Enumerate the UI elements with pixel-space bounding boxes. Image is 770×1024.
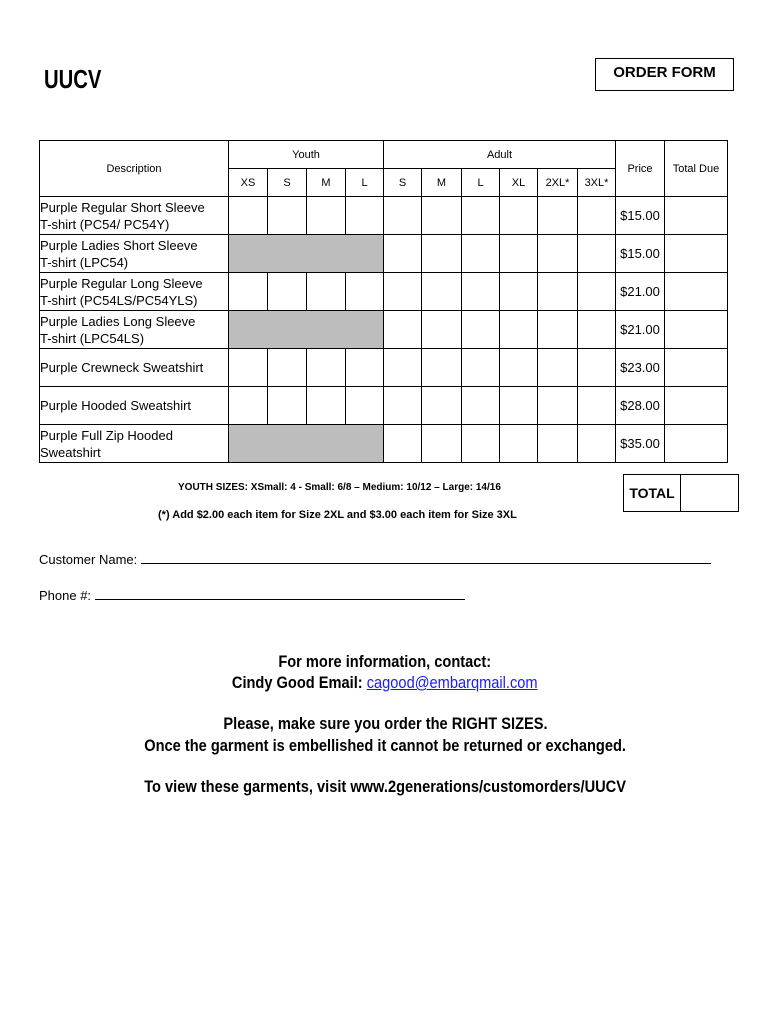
adult-quantity-cell[interactable] [578,311,616,349]
item-total-due-cell[interactable] [665,273,728,311]
adult-quantity-cell[interactable] [500,311,538,349]
item-description [40,311,229,349]
youth-unavailable-cell [229,311,384,349]
adult-quantity-cell[interactable] [500,273,538,311]
item-name-line1: Purple Crewneck Sweatshirt [40,360,204,375]
contact-name: Cindy Good Email: [232,673,367,692]
adult-quantity-cell[interactable] [578,387,616,425]
adult-quantity-cell[interactable] [422,197,462,235]
adult-quantity-cell[interactable] [422,425,462,463]
order-table [39,140,728,463]
contact-info [0,652,770,672]
item-name-line2: T-shirt (LPC54) [40,254,129,270]
item-name-line1: Purple Hooded Sweatshirt [40,398,192,413]
adult-quantity-cell[interactable] [384,425,422,463]
adult-quantity-cell[interactable] [462,425,500,463]
more-info-text: For more information, contact: [278,652,492,671]
item-price: $21.00 [616,311,665,349]
return-policy: Once the garment is embellished it cannot be returned or exchanged. [144,736,626,755]
adult-quantity-cell[interactable] [384,235,422,273]
price-header: Price [616,141,665,197]
view-garments-row [0,777,770,797]
adult-quantity-cell[interactable] [462,311,500,349]
table-row [40,349,728,387]
adult-quantity-cell[interactable] [384,349,422,387]
item-total-due-cell[interactable] [665,349,728,387]
adult-quantity-cell[interactable] [500,425,538,463]
total-due-header: Total Due [665,141,728,197]
youth-quantity-cell[interactable] [268,273,307,311]
youth-quantity-cell[interactable] [307,349,346,387]
item-name-line1: Purple Ladies Long Sleeve [40,313,196,329]
item-name-line1: Purple Full Zip Hooded [40,427,173,443]
total-label: TOTAL [624,475,681,511]
item-name-line2: T-shirt (PC54/ PC54Y) [40,216,170,232]
total-value-field[interactable] [681,475,738,511]
adult-quantity-cell[interactable] [462,387,500,425]
youth-size-header: XS [229,169,268,197]
adult-quantity-cell[interactable] [422,273,462,311]
customer-name-field[interactable] [141,552,711,564]
adult-size-header: 3XL* [578,169,616,197]
item-description [40,235,229,273]
adult-quantity-cell[interactable] [538,273,578,311]
order-form-box [595,58,734,91]
adult-quantity-cell[interactable] [538,387,578,425]
customer-name-row [39,552,711,567]
description-header: Description [40,141,229,197]
youth-header: Youth [229,141,384,169]
item-name-line2: Sweatshirt [40,444,101,460]
adult-quantity-cell[interactable] [462,273,500,311]
table-row [40,311,728,349]
youth-unavailable-cell [229,425,384,463]
adult-quantity-cell[interactable] [462,349,500,387]
youth-quantity-cell[interactable] [346,387,384,425]
adult-quantity-cell[interactable] [500,235,538,273]
youth-sizes-note: YOUTH SIZES: XSmall: 4 - Small: 6/8 – Medium: 10/12 – Large: 14/16 [178,482,501,493]
adult-quantity-cell[interactable] [538,235,578,273]
youth-quantity-cell[interactable] [307,273,346,311]
adult-quantity-cell[interactable] [384,311,422,349]
customer-name-label: Customer Name: [39,552,138,567]
youth-quantity-cell[interactable] [268,349,307,387]
youth-size-header: M [307,169,346,197]
item-description [40,425,229,463]
youth-quantity-cell[interactable] [229,273,268,311]
adult-quantity-cell[interactable] [462,197,500,235]
table-row [40,273,728,311]
item-price: $28.00 [616,387,665,425]
adult-quantity-cell[interactable] [578,349,616,387]
adult-quantity-cell[interactable] [538,349,578,387]
order-form-label: ORDER FORM [613,64,716,81]
phone-field[interactable] [95,588,465,600]
youth-size-header: L [346,169,384,197]
total-box [623,474,739,512]
item-price: $23.00 [616,349,665,387]
item-total-due-cell[interactable] [665,235,728,273]
youth-quantity-cell[interactable] [346,197,384,235]
adult-quantity-cell[interactable] [538,311,578,349]
phone-label: Phone #: [39,588,92,603]
adult-size-header: S [384,169,422,197]
sizes-warning: Please, make sure you order the RIGHT SIZES. [222,714,548,733]
adult-quantity-cell[interactable] [500,387,538,425]
youth-quantity-cell[interactable] [229,349,268,387]
youth-quantity-cell[interactable] [346,349,384,387]
adult-quantity-cell[interactable] [578,235,616,273]
adult-quantity-cell[interactable] [538,197,578,235]
email-link[interactable]: cagood@embarqmail.com [366,673,538,692]
youth-quantity-cell[interactable] [268,387,307,425]
adult-quantity-cell[interactable] [462,235,500,273]
youth-unavailable-cell [229,235,384,273]
adult-quantity-cell[interactable] [538,425,578,463]
adult-quantity-cell[interactable] [500,197,538,235]
adult-quantity-cell[interactable] [578,425,616,463]
youth-quantity-cell[interactable] [307,387,346,425]
item-price: $21.00 [616,273,665,311]
adult-quantity-cell[interactable] [422,235,462,273]
item-name-line1: Purple Regular Long Sleeve [40,275,203,291]
adult-quantity-cell[interactable] [500,349,538,387]
view-garments: To view these garments, visit www.2generations/customorders/UUCV [144,777,626,796]
item-description [40,273,229,311]
table-row [40,235,728,273]
adult-quantity-cell[interactable] [422,387,462,425]
item-name-line1: Purple Ladies Short Sleeve [40,237,198,253]
item-price: $15.00 [616,197,665,235]
item-price: $35.00 [616,425,665,463]
contact-name-row [0,673,770,693]
adult-quantity-cell[interactable] [422,311,462,349]
item-total-due-cell[interactable] [665,387,728,425]
adult-quantity-cell[interactable] [422,349,462,387]
table-row [40,197,728,235]
youth-quantity-cell[interactable] [307,197,346,235]
adult-header: Adult [384,141,616,169]
item-name-line1: Purple Regular Short Sleeve [40,199,205,215]
return-policy-row [0,736,770,756]
surcharge-note: (*) Add $2.00 each item for Size 2XL and $3.00 each item for Size 3XL [158,509,517,521]
item-name-line2: T-shirt (LPC54LS) [40,330,145,346]
item-description [40,349,229,387]
item-total-due-cell[interactable] [665,425,728,463]
youth-quantity-cell[interactable] [346,273,384,311]
table-row [40,387,728,425]
adult-quantity-cell[interactable] [578,197,616,235]
page-title: UUCV [44,64,102,94]
youth-quantity-cell[interactable] [268,197,307,235]
table-row [40,425,728,463]
adult-quantity-cell[interactable] [384,273,422,311]
youth-quantity-cell[interactable] [229,387,268,425]
adult-quantity-cell[interactable] [578,273,616,311]
item-description [40,387,229,425]
adult-size-header: L [462,169,500,197]
adult-size-header: XL [500,169,538,197]
phone-row [39,588,465,603]
sizes-warning-row [0,714,770,734]
item-description [40,197,229,235]
item-total-due-cell[interactable] [665,311,728,349]
item-total-due-cell[interactable] [665,197,728,235]
youth-size-header: S [268,169,307,197]
adult-quantity-cell[interactable] [384,387,422,425]
adult-size-header: 2XL* [538,169,578,197]
item-price: $15.00 [616,235,665,273]
adult-quantity-cell[interactable] [384,197,422,235]
adult-size-header: M [422,169,462,197]
youth-quantity-cell[interactable] [229,197,268,235]
item-name-line2: T-shirt (PC54LS/PC54YLS) [40,292,198,308]
